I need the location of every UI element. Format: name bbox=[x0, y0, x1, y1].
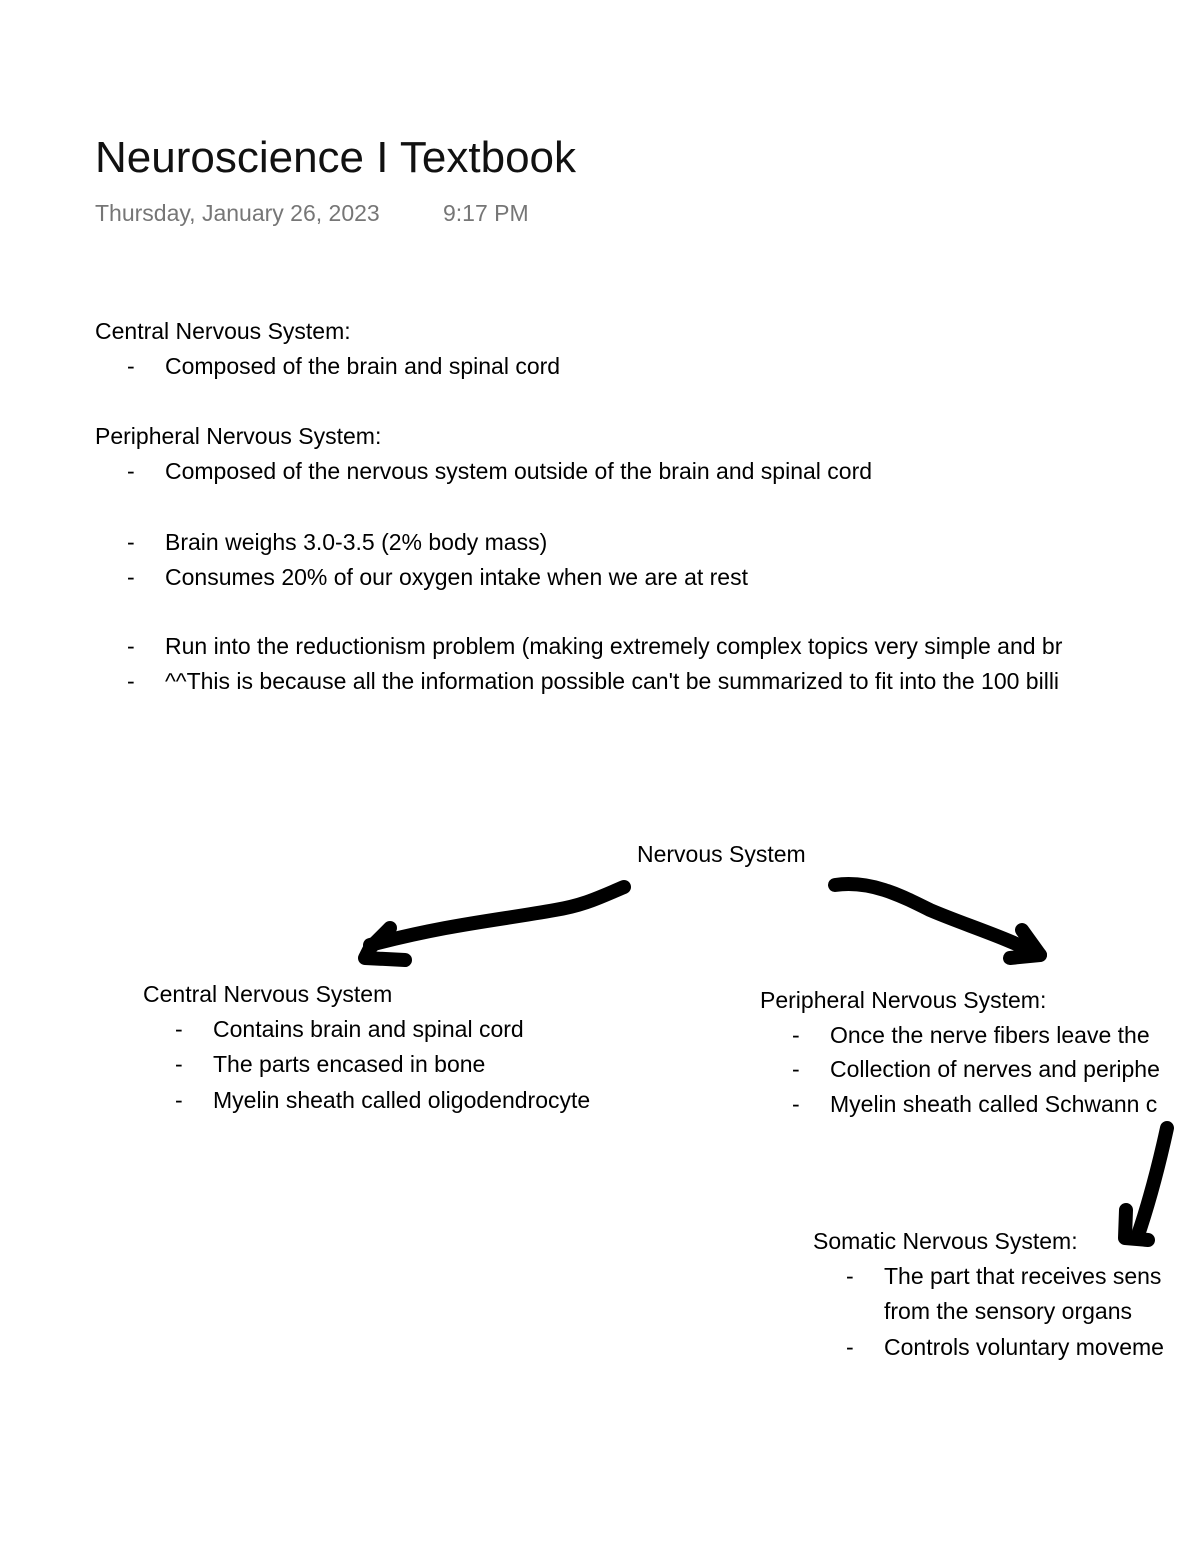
arrow-head-pns bbox=[1010, 930, 1040, 958]
pns-bullet-text: Composed of the nervous system outside of the brain and spinal cord bbox=[165, 458, 873, 484]
pns-heading: Peripheral Nervous System: bbox=[95, 423, 382, 449]
diagram-root-label: Nervous System bbox=[637, 841, 806, 867]
cns-bullet-text: Composed of the brain and spinal cord bbox=[165, 353, 561, 379]
bullet-marker: - bbox=[127, 458, 135, 484]
page-title: Neuroscience I Textbook bbox=[95, 133, 577, 182]
fact-oxygen: Consumes 20% of our oxygen intake when we are at rest bbox=[165, 564, 748, 590]
diagram-cns-heading: Central Nervous System bbox=[143, 981, 393, 1007]
diagram-cns-bullet: Contains brain and spinal cord bbox=[213, 1016, 524, 1042]
list-item bbox=[175, 1050, 675, 1078]
bullet-marker: - bbox=[175, 1087, 183, 1113]
bullet-marker: - bbox=[792, 1022, 800, 1048]
diagram-cns-bullet: The parts encased in bone bbox=[213, 1051, 486, 1077]
list-item bbox=[175, 1086, 675, 1114]
reductionism-reason-text: ^^This is because all the information possible can't be summarized to fit into the 100 billi bbox=[165, 668, 1060, 694]
bullet-marker: - bbox=[792, 1091, 800, 1117]
page-date: Thursday, January 26, 2023 bbox=[95, 200, 380, 226]
list-item bbox=[792, 1090, 1200, 1118]
arrow-to-somatic bbox=[1137, 1128, 1167, 1238]
bullet-marker: - bbox=[127, 353, 135, 379]
list-item bbox=[127, 667, 1200, 695]
bullet-marker: - bbox=[127, 668, 135, 694]
bullet-marker: - bbox=[127, 564, 135, 590]
bullet-marker: - bbox=[792, 1056, 800, 1082]
diagram-pns-heading: Peripheral Nervous System: bbox=[760, 987, 1047, 1013]
arrow-head-somatic bbox=[1125, 1210, 1148, 1240]
list-item bbox=[846, 1333, 1200, 1361]
list-item bbox=[127, 528, 1127, 556]
arrow-to-pns bbox=[835, 884, 1040, 955]
list-item bbox=[127, 632, 1200, 660]
diagram-somatic-bullet: The part that receives sens from the sensory organs bbox=[884, 1263, 1162, 1324]
bullet-marker: - bbox=[175, 1016, 183, 1042]
cns-heading: Central Nervous System: bbox=[95, 318, 351, 344]
bullet-marker: - bbox=[846, 1263, 854, 1289]
list-item bbox=[792, 1021, 1200, 1049]
bullet-marker: - bbox=[127, 529, 135, 555]
list-item bbox=[175, 1015, 675, 1043]
fact-brain-weight: Brain weighs 3.0-3.5 (2% body mass) bbox=[165, 529, 548, 555]
diagram-pns-bullet: Once the nerve fibers leave the bbox=[830, 1022, 1150, 1048]
list-item bbox=[127, 563, 1127, 591]
arrow-to-cns bbox=[370, 887, 624, 945]
page-time: 9:17 PM bbox=[443, 200, 529, 226]
bullet-marker: - bbox=[846, 1334, 854, 1360]
diagram-cns-bullet: Myelin sheath called oligodendrocyte bbox=[213, 1087, 591, 1113]
arrow-head-cns bbox=[365, 928, 405, 960]
list-item bbox=[127, 352, 1027, 380]
bullet-marker: - bbox=[127, 633, 135, 659]
list-item bbox=[127, 457, 1200, 485]
list-item bbox=[792, 1055, 1200, 1083]
diagram-somatic-bullet: Controls voluntary moveme bbox=[884, 1334, 1164, 1360]
reductionism-text: Run into the reductionism problem (making extremely complex topics very simple and br bbox=[165, 633, 1063, 659]
diagram-pns-bullet: Myelin sheath called Schwann c bbox=[830, 1091, 1158, 1117]
diagram-somatic-heading: Somatic Nervous System: bbox=[813, 1228, 1078, 1254]
diagram-pns-bullet: Collection of nerves and periphe bbox=[830, 1056, 1160, 1082]
bullet-marker: - bbox=[175, 1051, 183, 1077]
list-item bbox=[846, 1262, 1200, 1326]
